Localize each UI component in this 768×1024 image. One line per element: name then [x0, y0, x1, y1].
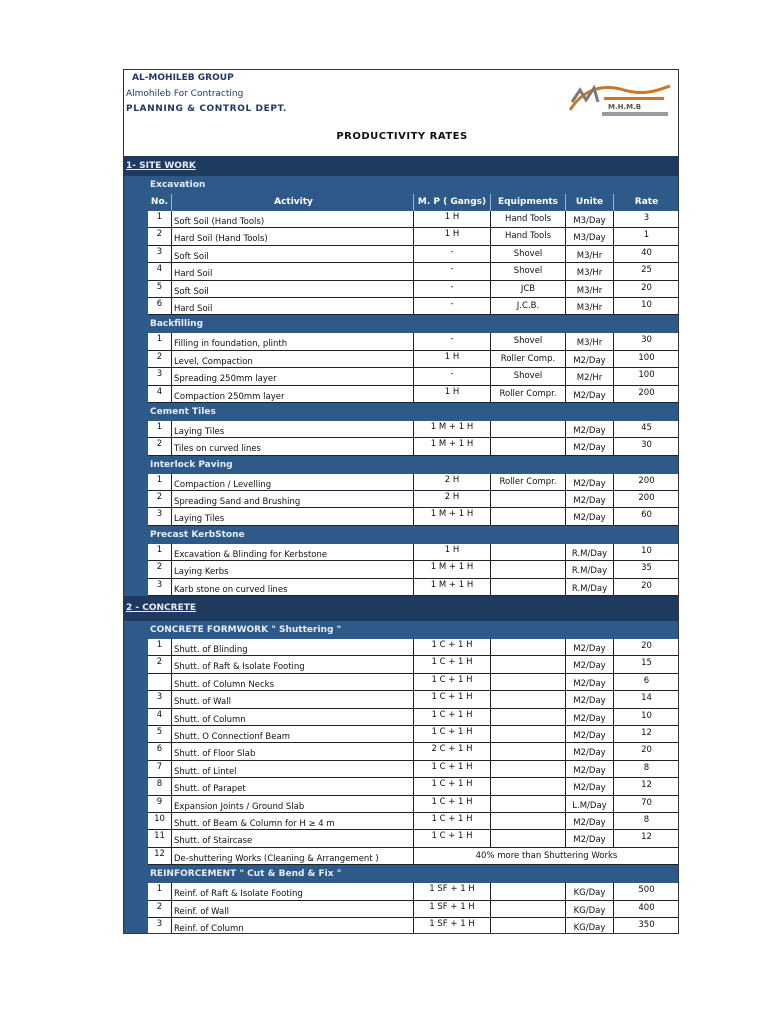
row-mp: 1 M + 1 H [414, 561, 491, 578]
row-activity: Hard Soil (Hand Tools) [172, 228, 414, 245]
row-unit: L.M/Day [566, 796, 614, 813]
row-equipment [491, 491, 566, 508]
row-activity: Hard Soil [172, 298, 414, 315]
row-unit: M2/Day [566, 674, 614, 691]
row-equipment [491, 421, 566, 438]
row-rate: 400 [614, 901, 679, 918]
division-name: Almohileb For Contracting [126, 89, 244, 99]
row-equipment [491, 778, 566, 795]
row-equipment: J.C.B. [491, 298, 566, 315]
row-equipment [491, 561, 566, 578]
row-activity: Reinf. of Raft & Isolate Footing [172, 883, 414, 900]
row-unit: M2/Day [566, 813, 614, 830]
row-no: 2 [148, 561, 172, 578]
table-row [148, 918, 679, 934]
row-unit: M2/Day [566, 386, 614, 403]
row-rate: 25 [614, 263, 679, 280]
row-note: 40% more than Shuttering Works [414, 848, 679, 865]
table-row [148, 351, 679, 368]
row-unit: M2/Day [566, 639, 614, 656]
table-row [148, 761, 679, 778]
row-activity: De-shuttering Works (Cleaning & Arrangement ) [172, 848, 414, 865]
section-margin [124, 621, 148, 934]
row-rate: 30 [614, 333, 679, 350]
header-rate: Rate [614, 194, 679, 211]
row-no: 3 [148, 368, 172, 385]
row-equipment [491, 691, 566, 708]
row-rate: 60 [614, 508, 679, 525]
row-no: 11 [148, 830, 172, 847]
rates-table [124, 156, 679, 934]
row-unit: KG/Day [566, 901, 614, 918]
row-rate: 8 [614, 761, 679, 778]
row-no: 1 [148, 211, 172, 228]
section-body [124, 176, 679, 596]
row-rate: 45 [614, 421, 679, 438]
row-rate: 200 [614, 474, 679, 491]
row-rate: 12 [614, 778, 679, 795]
row-activity: Tiles on curved lines [172, 438, 414, 455]
row-equipment [491, 883, 566, 900]
row-equipment: Roller Compr. [491, 474, 566, 491]
header-activity: Activity [172, 194, 414, 211]
row-mp: - [414, 333, 491, 350]
row-unit: M3/Day [566, 211, 614, 228]
table-row [148, 386, 679, 403]
row-mp: 1 C + 1 H [414, 726, 491, 743]
row-no: 2 [148, 438, 172, 455]
row-unit: M2/Day [566, 508, 614, 525]
section-title: 2 - CONCRETE [124, 596, 679, 621]
department-name: PLANNING & CONTROL DEPT. [126, 104, 287, 114]
row-activity: Shutt. of Wall [172, 691, 414, 708]
row-mp: 1 C + 1 H [414, 674, 491, 691]
row-unit: M2/Day [566, 474, 614, 491]
productivity-sheet [123, 69, 679, 934]
header-unite: Unite [566, 194, 614, 211]
company-logo [564, 80, 674, 120]
row-no: 2 [148, 901, 172, 918]
row-unit: KG/Day [566, 883, 614, 900]
table-row [148, 743, 679, 760]
row-mp: 1 C + 1 H [414, 709, 491, 726]
row-unit: KG/Day [566, 918, 614, 934]
row-rate: 100 [614, 351, 679, 368]
row-mp: 1 SF + 1 H [414, 883, 491, 900]
table-row [148, 674, 679, 691]
table-row [148, 813, 679, 830]
row-no: 3 [148, 508, 172, 525]
row-equipment [491, 761, 566, 778]
row-equipment [491, 709, 566, 726]
row-activity: Laying Kerbs [172, 561, 414, 578]
row-no: 2 [148, 351, 172, 368]
row-mp: - [414, 246, 491, 263]
row-mp: 1 H [414, 386, 491, 403]
table-row [148, 726, 679, 743]
row-mp: 1 C + 1 H [414, 639, 491, 656]
row-activity: Shutt. of Parapet [172, 778, 414, 795]
row-equipment [491, 656, 566, 673]
row-no: 4 [148, 386, 172, 403]
row-mp: 1 H [414, 228, 491, 245]
row-activity: Shutt. of Column [172, 709, 414, 726]
row-no: 1 [148, 639, 172, 656]
row-mp: 1 H [414, 351, 491, 368]
row-activity: Soft Soil [172, 246, 414, 263]
row-rate: 12 [614, 726, 679, 743]
row-unit: M2/Day [566, 726, 614, 743]
row-rate: 40 [614, 246, 679, 263]
table-row [148, 848, 679, 865]
row-mp: 1 H [414, 544, 491, 561]
group-title: Backfilling [148, 315, 679, 333]
row-rate: 20 [614, 281, 679, 298]
table-row [148, 491, 679, 508]
row-equipment [491, 508, 566, 525]
row-unit: M3/Hr [566, 281, 614, 298]
row-unit: M2/Day [566, 351, 614, 368]
row-mp: 1 C + 1 H [414, 830, 491, 847]
row-mp: 1 C + 1 H [414, 656, 491, 673]
group-title: Cement Tiles [148, 403, 679, 421]
section-body [124, 621, 679, 934]
row-activity: Level, Compaction [172, 351, 414, 368]
row-mp: 2 C + 1 H [414, 743, 491, 760]
row-mp: 1 M + 1 H [414, 421, 491, 438]
row-activity: Soft Soil (Hand Tools) [172, 211, 414, 228]
row-mp: 1 M + 1 H [414, 508, 491, 525]
table-row [148, 281, 679, 298]
row-equipment: Shovel [491, 263, 566, 280]
row-mp: 1 SF + 1 H [414, 901, 491, 918]
row-mp: - [414, 368, 491, 385]
row-activity: Spreading Sand and Brushing [172, 491, 414, 508]
row-no: 1 [148, 333, 172, 350]
group-title: REINFORCEMENT " Cut & Bend & Fix " [148, 865, 679, 883]
row-no [148, 674, 172, 691]
row-no: 3 [148, 918, 172, 934]
table-row [148, 709, 679, 726]
row-no: 6 [148, 298, 172, 315]
row-activity: Shutt. of Column Necks [172, 674, 414, 691]
row-rate: 3 [614, 211, 679, 228]
row-equipment [491, 743, 566, 760]
table-row [148, 333, 679, 350]
table-row [148, 438, 679, 455]
row-equipment [491, 544, 566, 561]
section-content [148, 176, 679, 596]
row-activity: Shutt. of Raft & Isolate Footing [172, 656, 414, 673]
row-rate: 10 [614, 709, 679, 726]
row-unit: M3/Hr [566, 298, 614, 315]
group-title: Excavation [148, 176, 679, 194]
row-activity: Soft Soil [172, 281, 414, 298]
row-unit: M2/Day [566, 491, 614, 508]
row-mp: 2 H [414, 491, 491, 508]
row-unit: M3/Hr [566, 246, 614, 263]
row-no: 2 [148, 656, 172, 673]
table-row [148, 561, 679, 578]
row-rate: 6 [614, 674, 679, 691]
row-rate: 350 [614, 918, 679, 934]
group-title: Interlock Paving [148, 456, 679, 474]
row-unit: M2/Day [566, 656, 614, 673]
row-equipment [491, 674, 566, 691]
row-unit: M2/Day [566, 761, 614, 778]
row-activity: Shutt. of Beam & Column for H ≥ 4 m [172, 813, 414, 830]
row-rate: 200 [614, 491, 679, 508]
row-no: 7 [148, 761, 172, 778]
table-row [148, 211, 679, 228]
row-rate: 100 [614, 368, 679, 385]
row-equipment: Shovel [491, 246, 566, 263]
table-row [148, 298, 679, 315]
row-equipment [491, 830, 566, 847]
table-row [148, 228, 679, 245]
row-activity: Hard Soil [172, 263, 414, 280]
row-unit: M3/Hr [566, 263, 614, 280]
row-equipment [491, 438, 566, 455]
row-no: 5 [148, 281, 172, 298]
row-unit: M2/Day [566, 743, 614, 760]
row-no: 1 [148, 421, 172, 438]
row-rate: 14 [614, 691, 679, 708]
row-mp: - [414, 298, 491, 315]
row-rate: 20 [614, 743, 679, 760]
row-equipment [491, 901, 566, 918]
row-no: 2 [148, 491, 172, 508]
group-title: Precast KerbStone [148, 526, 679, 544]
row-unit: R.M/Day [566, 561, 614, 578]
row-unit: M2/Day [566, 778, 614, 795]
row-unit: M2/Day [566, 421, 614, 438]
table-row [148, 691, 679, 708]
table-row [148, 474, 679, 491]
row-rate: 70 [614, 796, 679, 813]
row-mp: 1 M + 1 H [414, 438, 491, 455]
row-equipment: JCB [491, 281, 566, 298]
row-equipment [491, 579, 566, 596]
row-unit: M2/Day [566, 691, 614, 708]
row-equipment [491, 639, 566, 656]
row-mp: 1 M + 1 H [414, 579, 491, 596]
row-activity: Reinf. of Wall [172, 901, 414, 918]
row-equipment: Hand Tools [491, 228, 566, 245]
row-activity: Shutt. of Staircase [172, 830, 414, 847]
row-unit: M3/Hr [566, 333, 614, 350]
row-unit: R.M/Day [566, 544, 614, 561]
row-no: 6 [148, 743, 172, 760]
row-activity: Laying Tiles [172, 508, 414, 525]
row-mp: 2 H [414, 474, 491, 491]
row-equipment: Roller Comp. [491, 351, 566, 368]
table-row [148, 778, 679, 795]
header-mp: M. P ( Gangs) [414, 194, 491, 211]
row-rate: 10 [614, 544, 679, 561]
row-no: 3 [148, 691, 172, 708]
row-no: 4 [148, 263, 172, 280]
row-no: 1 [148, 883, 172, 900]
row-equipment [491, 726, 566, 743]
row-mp: - [414, 263, 491, 280]
page-title: PRODUCTIVITY RATES [336, 131, 468, 142]
table-row [148, 656, 679, 673]
company-name: AL-MOHILEB GROUP [132, 73, 234, 83]
table-header [148, 194, 679, 211]
table-row [148, 544, 679, 561]
svg-text:M.H.M.B: M.H.M.B [608, 103, 642, 111]
row-equipment: Roller Compr. [491, 386, 566, 403]
row-mp: 1 C + 1 H [414, 813, 491, 830]
row-no: 10 [148, 813, 172, 830]
section-margin [124, 176, 148, 596]
row-unit: R.M/Day [566, 579, 614, 596]
table-row [148, 830, 679, 847]
table-row [148, 901, 679, 918]
row-activity: Laying Tiles [172, 421, 414, 438]
table-row [148, 883, 679, 900]
row-rate: 15 [614, 656, 679, 673]
row-mp: 1 H [414, 211, 491, 228]
row-no: 5 [148, 726, 172, 743]
row-rate: 20 [614, 639, 679, 656]
row-mp: 1 C + 1 H [414, 796, 491, 813]
row-activity: Compaction 250mm layer [172, 386, 414, 403]
row-no: 1 [148, 474, 172, 491]
row-mp: 1 SF + 1 H [414, 918, 491, 934]
row-unit: M2/Day [566, 709, 614, 726]
row-equipment: Shovel [491, 333, 566, 350]
row-activity: Shutt. of Floor Slab [172, 743, 414, 760]
row-no: 9 [148, 796, 172, 813]
row-equipment [491, 796, 566, 813]
row-unit: M2/Day [566, 438, 614, 455]
row-activity: Compaction / Levelling [172, 474, 414, 491]
table-row [148, 421, 679, 438]
row-activity: Filling in foundation, plinth [172, 333, 414, 350]
table-row [148, 796, 679, 813]
row-unit: M2/Hr [566, 368, 614, 385]
row-equipment: Hand Tools [491, 211, 566, 228]
row-rate: 8 [614, 813, 679, 830]
row-mp: 1 C + 1 H [414, 691, 491, 708]
row-activity: Excavation & Blinding for Kerbstone [172, 544, 414, 561]
header-equipments: Equipments [491, 194, 566, 211]
row-rate: 35 [614, 561, 679, 578]
section-content [148, 621, 679, 934]
table-row [148, 508, 679, 525]
row-rate: 500 [614, 883, 679, 900]
row-unit: M2/Day [566, 830, 614, 847]
row-activity: Expansion Joints / Ground Slab [172, 796, 414, 813]
row-activity: Reinf. of Column [172, 918, 414, 934]
row-rate: 1 [614, 228, 679, 245]
row-mp: 1 C + 1 H [414, 761, 491, 778]
row-rate: 12 [614, 830, 679, 847]
table-row [148, 246, 679, 263]
row-unit: M3/Day [566, 228, 614, 245]
row-equipment: Shovel [491, 368, 566, 385]
row-activity: Shutt. of Blinding [172, 639, 414, 656]
row-activity: Shutt. of Lintel [172, 761, 414, 778]
header-no: No. [148, 194, 172, 211]
row-rate: 200 [614, 386, 679, 403]
row-no: 1 [148, 544, 172, 561]
row-mp: 1 C + 1 H [414, 778, 491, 795]
row-no: 3 [148, 246, 172, 263]
table-row [148, 263, 679, 280]
group-title: CONCRETE FORMWORK " Shuttering " [148, 621, 679, 639]
table-row [148, 579, 679, 596]
row-mp: - [414, 281, 491, 298]
table-row [148, 639, 679, 656]
row-rate: 10 [614, 298, 679, 315]
row-activity: Shutt. O Connectionf Beam [172, 726, 414, 743]
row-no: 2 [148, 228, 172, 245]
section-title: 1- SITE WORK [124, 156, 679, 176]
row-no: 4 [148, 709, 172, 726]
row-activity: Spreading 250mm layer [172, 368, 414, 385]
row-no: 8 [148, 778, 172, 795]
row-equipment [491, 918, 566, 934]
row-equipment [491, 813, 566, 830]
row-rate: 20 [614, 579, 679, 596]
row-no: 3 [148, 579, 172, 596]
row-rate: 30 [614, 438, 679, 455]
table-row [148, 368, 679, 385]
row-activity: Karb stone on curved lines [172, 579, 414, 596]
row-no: 12 [148, 848, 172, 865]
